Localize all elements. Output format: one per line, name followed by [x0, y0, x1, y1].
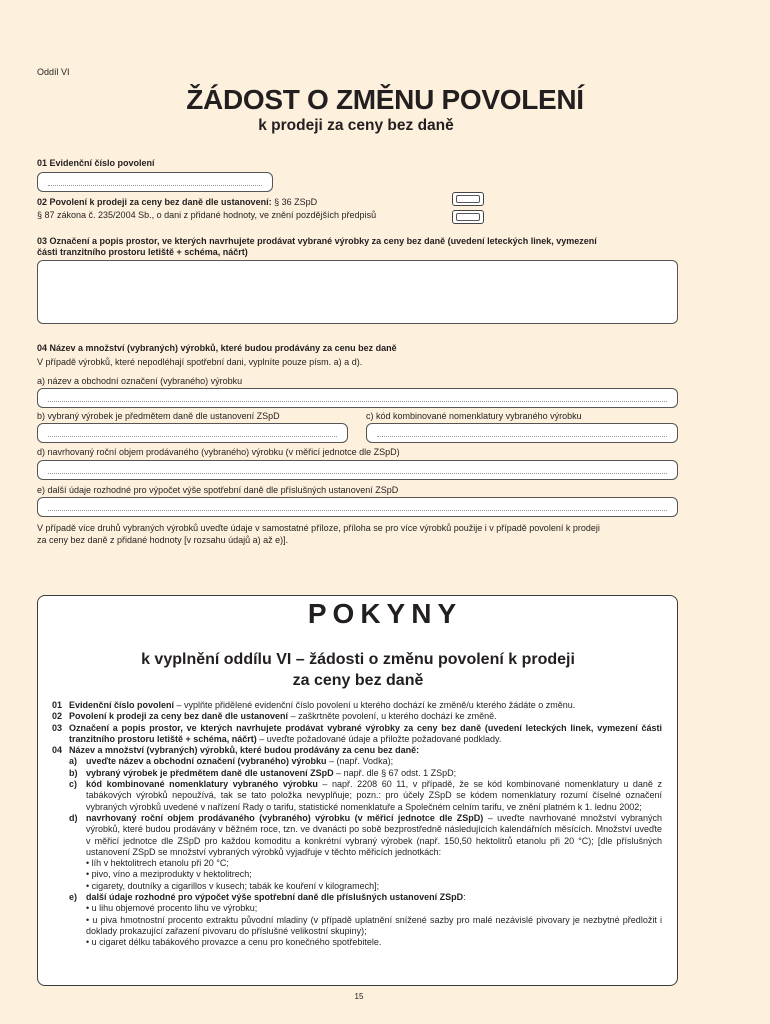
field-04c-label: c) kód kombinované nomenklatury vybraného výrobku	[366, 411, 582, 421]
bullet-item: • líh v hektolitrech etanolu při 20 °C;	[86, 858, 229, 869]
instruction-item: 04 Název a množství (vybraných) výrobků, které budou prodávány za cenu bez daně:	[52, 745, 420, 756]
checkbox-87-dph[interactable]	[452, 210, 484, 224]
instruction-item: 01 Evidenční číslo povolení – vyplňte přidělené evidenční číslo povolení u kterého dochází ke změně/u kterého žádáte o změnu.	[52, 700, 576, 710]
nomenclature-code-field[interactable]	[366, 423, 678, 443]
field-02-label: 02 Povolení k prodeji za ceny bez daně dle ustanovení: § 36 ZSpD	[37, 197, 318, 207]
annual-volume-field[interactable]	[37, 460, 678, 480]
field-01-label: 01 Evidenční číslo povolení	[37, 158, 155, 168]
field-04-heading: 04 Název a množství (vybraných) výrobků, které budou prodávány za cenu bez daně	[37, 343, 397, 353]
instructions-title: POKYNY	[307, 598, 463, 629]
additional-data-field[interactable]	[37, 497, 678, 517]
field-04b-label: b) vybraný výrobek je předmětem daně dle ustanovení ZSpD	[37, 411, 280, 421]
bullet-item: • u piva hmotnostní procento extraktu původní mladiny (v případě uplatnění snížené sazby pro malé nezávislé pivovary je nezbytné předložit i doklady prokazující zařazení pivovaru do příslušné velikostní skupiny);	[86, 914, 662, 936]
multi-product-note: V případě více druhů vybraných výrobků uveďte údaje v samostatné příloze, příloha se pro více výrobků použije i v případě povolení k prodeji za ceny bez daně z přidané hodnoty [v rozsahu údajů a) až e)].	[37, 523, 600, 545]
field-04d-label: d) navrhovaný roční objem prodávaného (vybraného) výrobku (v měřicí jednotce dle ZSpD)	[37, 447, 400, 457]
premises-description-field[interactable]	[37, 260, 678, 324]
field-03-label: 03 Označení a popis prostor, ve kterých navrhujete prodávat vybrané výrobky za ceny bez daně (uvedení leteckých linek, vymezení	[37, 236, 597, 246]
instructions-list	[52, 700, 662, 949]
checkbox-36-zspd[interactable]	[452, 192, 484, 206]
instructions-subtitle: k vyplnění oddílu VI – žádosti o změnu povolení k prodeji za ceny bez daně	[141, 651, 575, 689]
field-03-label-line2: části tranzitního prostoru letiště + schéma, náčrt)	[37, 247, 248, 257]
instruction-item: 02 Povolení k prodeji za ceny bez daně dle ustanovení – zaškrtněte povolení, u kterého dochází ke změně.	[52, 711, 497, 722]
tax-provision-field[interactable]	[37, 423, 348, 443]
bullet-item: • pivo, víno a meziprodukty v hektolitrech;	[86, 869, 252, 880]
page-number: 15	[354, 992, 364, 1001]
instruction-subitem: d) navrhovaný roční objem prodávaného (vybraného) výrobku (v měřicí jednotce dle ZSpD) – uveďte navrhované množství vybraných výrobků, které budou prodávány v běžném roce, tzn. ve dvanácti po sobě bezprostředně následujících kalendářních měsících. Množství uveďte v měřicí jednotce dle ZSpD pro každou komoditu a konkrétní vybraný výrobek (např. 150,50 hektolitrů etanolu při 20 °C); [dle příslušných ustanovení ZSpD se množství vybraných výrobků vyjadřuje v těchto měřicích jednotkách:	[69, 812, 662, 857]
product-name-field[interactable]	[37, 388, 678, 408]
permit-number-field[interactable]	[37, 172, 273, 192]
field-04-hint: V případě výrobků, které nepodléhají spotřební dani, vyplníte pouze písm. a) a d).	[37, 357, 363, 367]
form-title: ŽÁDOST O ZMĚNU POVOLENÍ	[186, 84, 584, 115]
instruction-item: 03 Označení a popis prostor, ve kterých navrhujete prodávat vybrané výrobky za ceny bez daně (uvedení leteckých linek, vymezení části tranzitního prostoru letiště + schéma, náčrt) – uveďte požadované údaje a přiložte požadované podklady.	[52, 722, 662, 744]
field-02-line2: § 87 zákona č. 235/2004 Sb., o dani z přidané hodnoty, ve znění pozdějších předpisů	[37, 210, 377, 220]
bullet-item: • u cigaret délku tabákového provazce a cenu pro konečného spotřebitele.	[86, 937, 382, 948]
instruction-subitem: e) další údaje rozhodné pro výpočet výše spotřební daně dle příslušných ustanovení ZSpD:	[69, 892, 466, 903]
section-label: Oddíl VI	[37, 67, 70, 77]
instruction-subitem: c) kód kombinované nomenklatury vybraného výrobku – např. 2208 60 11, v případě, že se kód kombinované nomenklatury u daně z tabákových výrobků nepoužívá, tak se tato položka nevyplňuje; pozn.: pro účely ZSpD se kódem nomenklatury rozumí číselné označení vybraných výrobků uvedené v nařízení Rady o tarifu, statistické nomenklatuře a Společném celním tarifu, ve znění platném k 1. lednu 2002;	[69, 779, 662, 812]
form-subtitle: k prodeji za ceny bez daně	[258, 117, 454, 134]
bullet-item: • cigarety, doutníky a cigarillos v kusech; tabák ke kouření v kilogramech];	[86, 880, 380, 891]
field-04a-label: a) název a obchodní označení (vybraného) výrobku	[37, 376, 243, 386]
instruction-subitem: a) uveďte název a obchodní označení (vybraného) výrobku – (např. Vodka);	[69, 756, 394, 767]
bullet-item: • u lihu objemové procento lihu ve výrobku;	[86, 903, 258, 914]
instruction-subitem: b) vybraný výrobek je předmětem daně dle ustanovení ZSpD – např. dle § 67 odst. 1 ZSpD;	[69, 767, 457, 778]
field-04e-label: e) další údaje rozhodné pro výpočet výše spotřební daně dle příslušných ustanovení ZSpD	[37, 485, 399, 495]
